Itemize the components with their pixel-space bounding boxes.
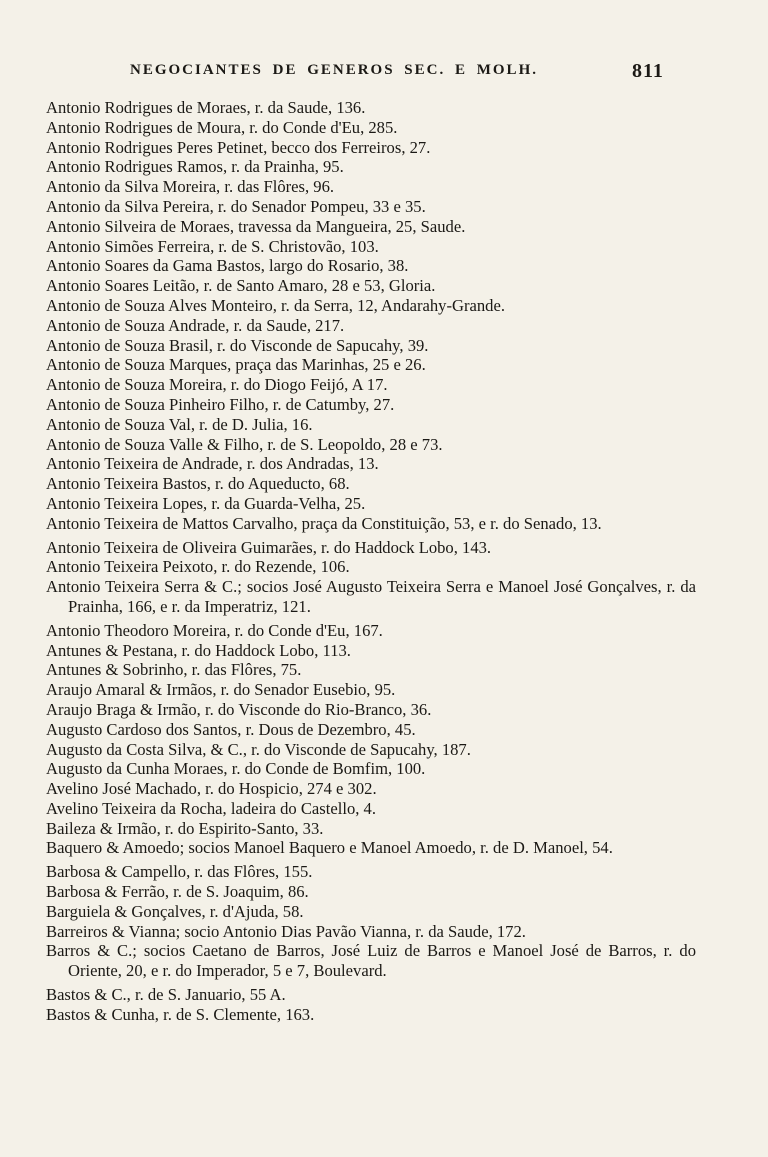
list-item: Antonio Rodrigues Peres Petinet, becco dos Ferreiros, 27. <box>46 137 431 157</box>
list-item: Antonio de Souza Valle & Filho, r. de S. Leopoldo, 28 e 73. <box>46 434 443 454</box>
list-item: Antonio Simões Ferreira, r. de S. Christovão, 103. <box>46 236 379 256</box>
list-item: Avelino José Machado, r. do Hospicio, 274 e 302. <box>46 779 377 799</box>
list-item: Augusto da Costa Silva, & C., r. do Visconde de Sapucahy, 187. <box>46 739 471 759</box>
list-item: Bastos & C., r. de S. Januario, 55 A. <box>46 985 286 1005</box>
list-item: Augusto Cardoso dos Santos, r. Dous de Dezembro, 45. <box>46 719 416 739</box>
list-item: Barreiros & Vianna; socio Antonio Dias Pavão Vianna, r. da Saude, 172. <box>46 921 526 941</box>
list-item: Avelino Teixeira da Rocha, ladeira do Castello, 4. <box>46 798 376 818</box>
list-item: Antonio Soares da Gama Bastos, largo do Rosario, 38. <box>46 256 409 276</box>
list-item: Antonio Teixeira Peixoto, r. do Rezende, 106. <box>46 557 350 577</box>
list-item: Antonio Teixeira Lopes, r. da Guarda-Velha, 25. <box>46 493 366 513</box>
page-header <box>0 60 768 90</box>
merchant-list <box>46 98 696 1025</box>
list-item: Augusto da Cunha Moraes, r. do Conde de Bomfim, 100. <box>46 759 426 779</box>
list-item: Antonio Rodrigues de Moraes, r. da Saude, 136. <box>46 98 366 117</box>
list-item: Barbosa & Ferrão, r. de S. Joaquim, 86. <box>46 882 309 902</box>
page-number: 811 <box>632 60 664 82</box>
list-item: Barbosa & Campello, r. das Flôres, 155. <box>46 862 313 882</box>
list-item: Antonio de Souza Marques, praça das Marinhas, 25 e 26. <box>46 355 426 375</box>
list-item: Araujo Amaral & Irmãos, r. do Senador Eusebio, 95. <box>46 680 396 700</box>
list-item: Antonio de Souza Pinheiro Filho, r. de Catumby, 27. <box>46 394 395 414</box>
list-item: Baquero & Amoedo; socios Manoel Baquero e Manoel Amoedo, r. de D. Manoel, 54. <box>46 838 613 858</box>
list-item: Barros & C.; socios Caetano de Barros, José Luiz de Barros e Manoel José de Barros, r. do Oriente, 20, e r. do Imperador, 5 e 7, Boulevard. <box>46 941 696 981</box>
list-item: Antonio de Souza Andrade, r. da Saude, 217. <box>46 315 345 335</box>
list-item: Antonio de Souza Val, r. de D. Julia, 16. <box>46 414 313 434</box>
list-item: Antonio Soares Leitão, r. de Santo Amaro, 28 e 53, Gloria. <box>46 276 436 296</box>
list-item: Barguiela & Gonçalves, r. d'Ajuda, 58. <box>46 901 304 921</box>
list-item: Antonio de Souza Brasil, r. do Visconde de Sapucahy, 39. <box>46 335 429 355</box>
list-item: Antonio Teixeira Bastos, r. do Aqueducto, 68. <box>46 474 350 494</box>
list-item: Antonio Theodoro Moreira, r. do Conde d'Eu, 167. <box>46 620 383 640</box>
list-item: Antonio Teixeira de Oliveira Guimarães, r. do Haddock Lobo, 143. <box>46 537 492 557</box>
list-item: Antonio Silveira de Moraes, travessa da Mangueira, 25, Saude. <box>46 216 466 236</box>
list-item: Antunes & Sobrinho, r. das Flôres, 75. <box>46 660 302 680</box>
list-item: Antonio Rodrigues de Moura, r. do Conde d'Eu, 285. <box>46 117 398 137</box>
list-item: Antonio Teixeira Serra & C.; socios José Augusto Teixeira Serra e Manoel José Gonçalves, r. da Prainha, 166, e r. da Imperatriz, 121. <box>46 577 696 616</box>
list-item: Antonio da Silva Moreira, r. das Flôres, 96. <box>46 177 335 197</box>
list-item: Antonio de Souza Moreira, r. do Diogo Feijó, A 17. <box>46 375 388 395</box>
list-item: Antonio de Souza Alves Monteiro, r. da Serra, 12, Andarahy-Grande. <box>46 295 505 315</box>
list-item: Baileza & Irmão, r. do Espirito-Santo, 33. <box>46 818 324 838</box>
list-item: Antonio Rodrigues Ramos, r. da Prainha, 95. <box>46 157 344 177</box>
list-item: Antonio Teixeira de Mattos Carvalho, praça da Constituição, 53, e r. do Senado, 13. <box>46 513 602 533</box>
list-item: Antonio Teixeira de Andrade, r. dos Andradas, 13. <box>46 454 379 474</box>
list-item: Bastos & Cunha, r. de S. Clemente, 163. <box>46 1004 315 1024</box>
list-item: Antunes & Pestana, r. do Haddock Lobo, 113. <box>46 640 351 660</box>
list-item: Antonio da Silva Pereira, r. do Senador Pompeu, 33 e 35. <box>46 196 426 216</box>
running-title: NEGOCIANTES DE GENEROS SEC. E MOLH. <box>130 62 538 78</box>
list-item: Araujo Braga & Irmão, r. do Visconde do Rio-Branco, 36. <box>46 699 432 719</box>
